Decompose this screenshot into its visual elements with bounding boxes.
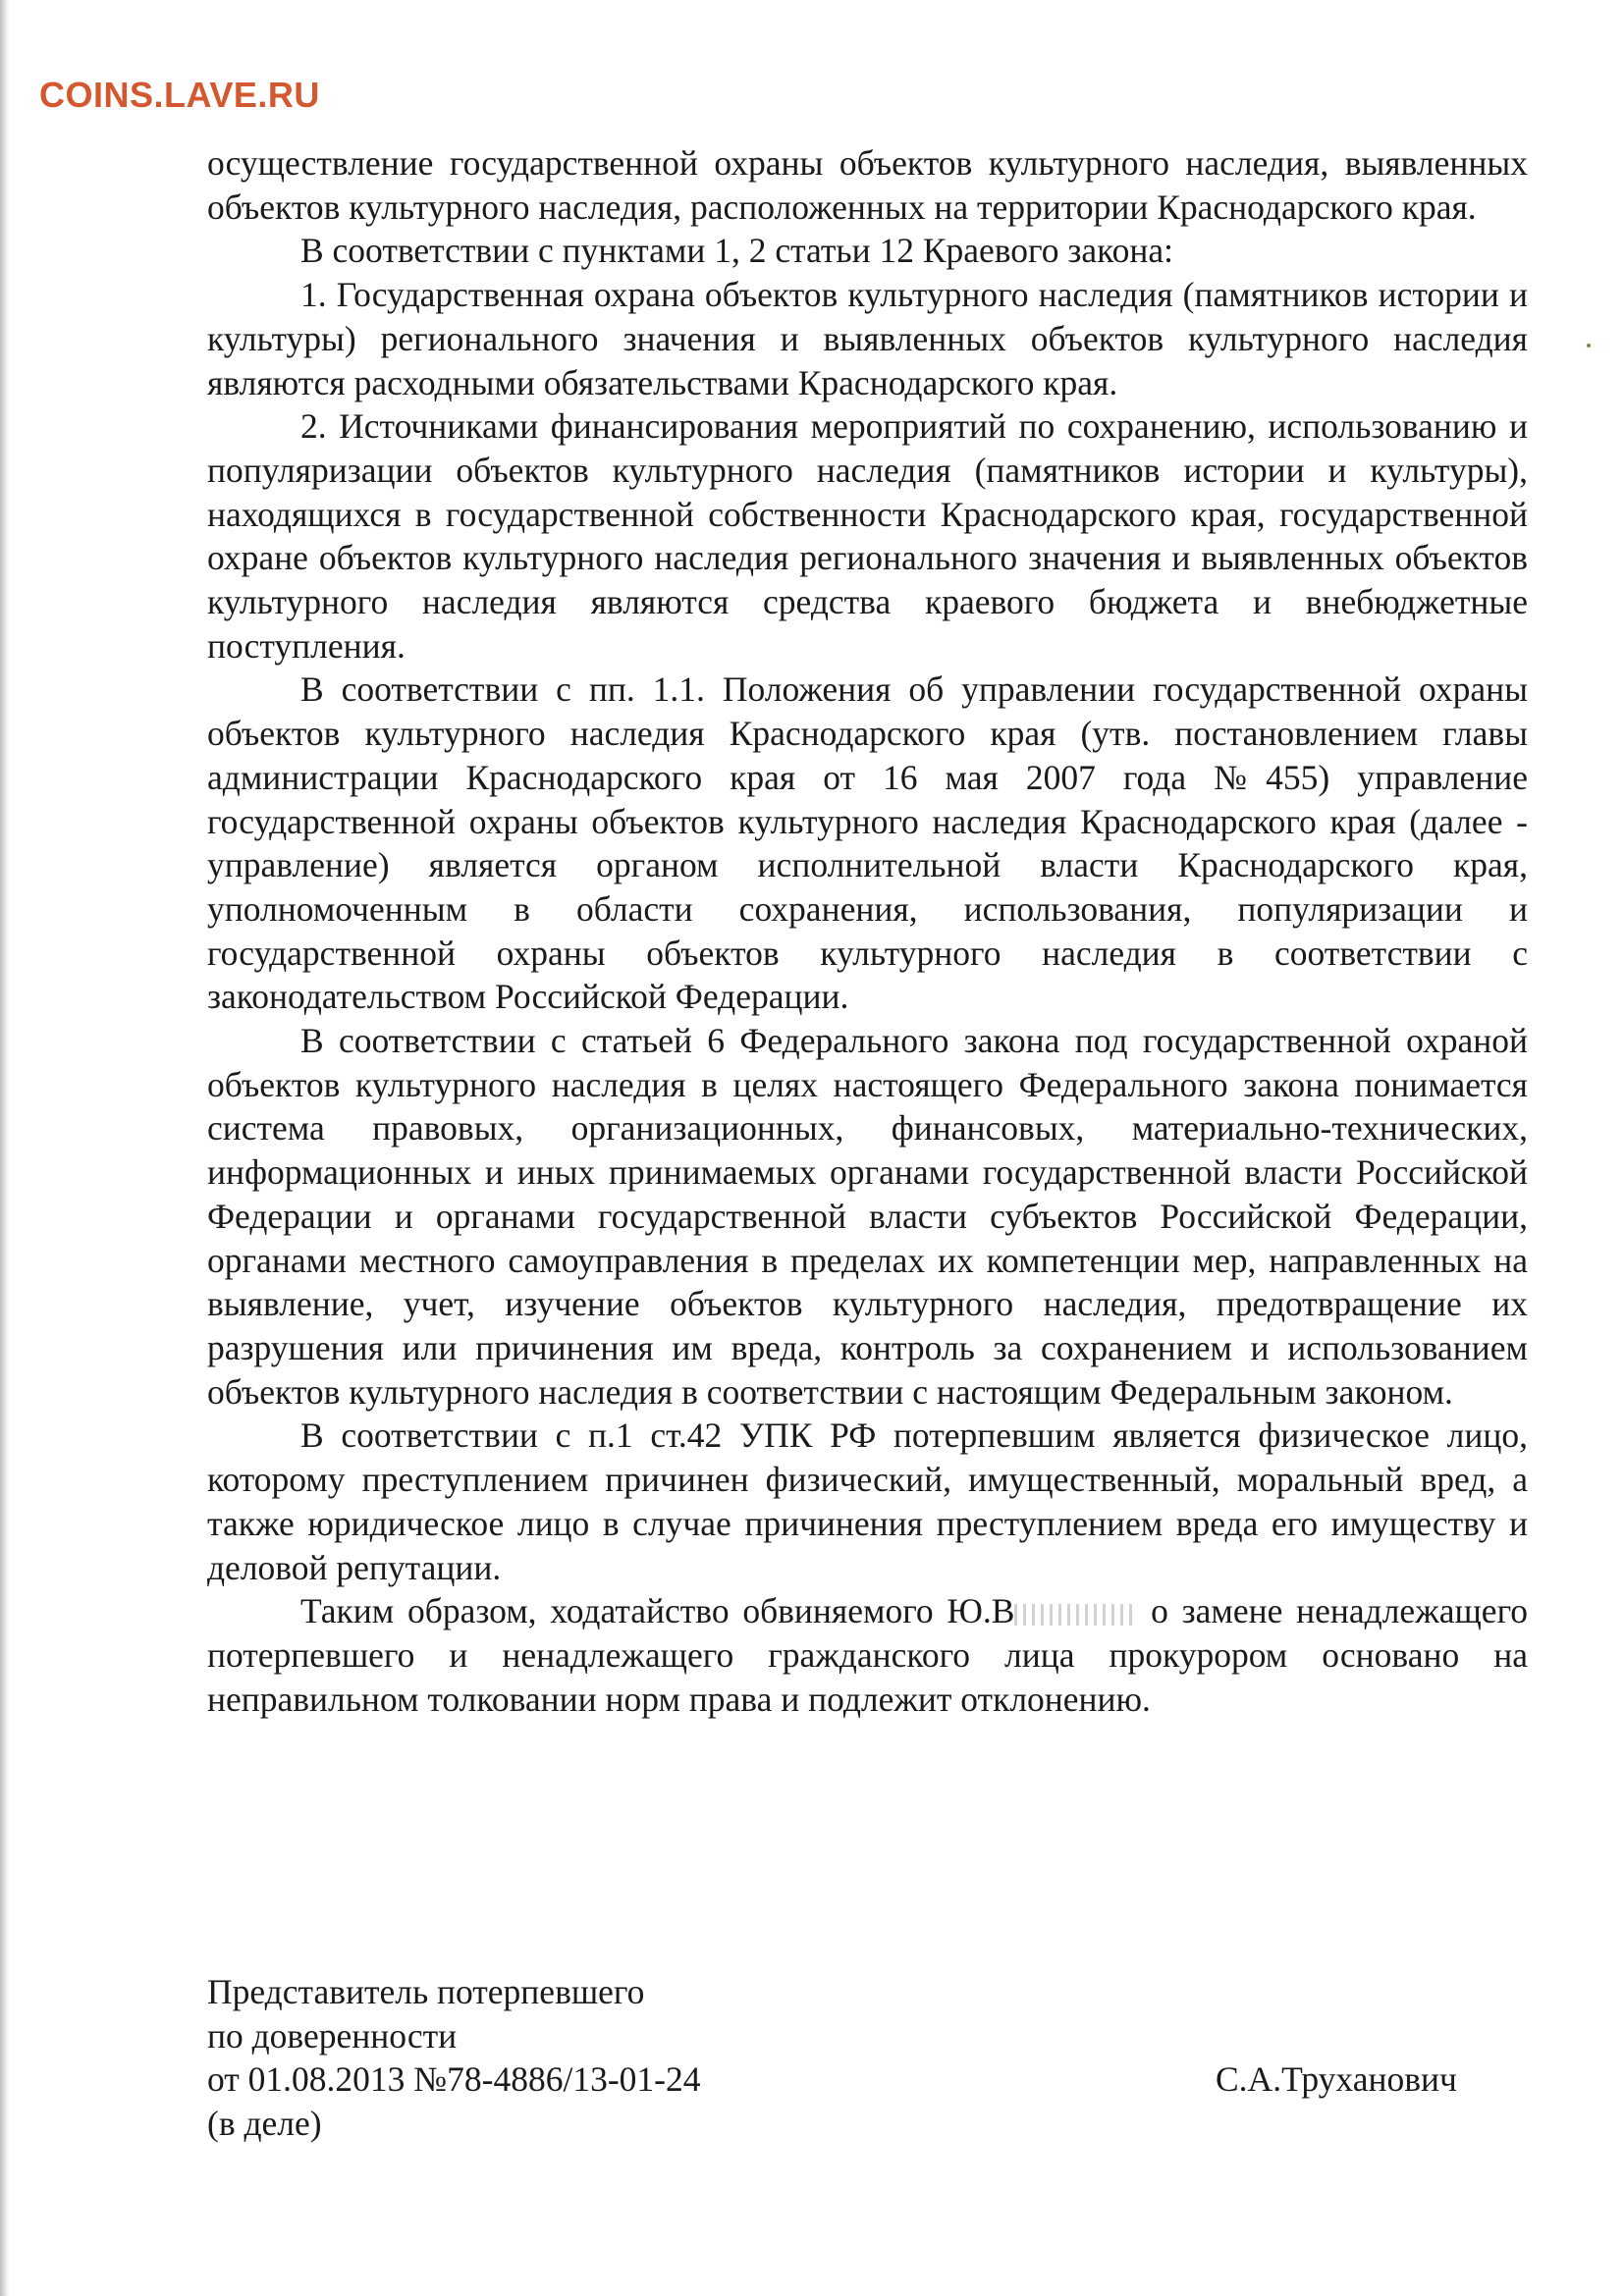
paragraph-regulation: В соответствии с пп. 1.1. Положения об управлении государственной охраны объектов культурного наследия Краснодарского края (утв. постановлением главы администрации Краснодарского края от 16 мая 2007 года №455) управление государственной охраны объектов культурного наследия Краснодарского края (далее - управление) является органом исполнительной власти Краснодарского края, уполномоченным в области сохранения, использования, популяризации и государственной охраны объектов культурного наследия в соответствии с законодательством Российской Федерации. [207,669,1528,1017]
paragraph-point-2: 2. Источниками финансирования мероприятий по сохранению, использованию и популяризации объектов культурного наследия (памятников истории и культуры), находящихся в государственной собственности Краснодарского края, государственной охране объектов культурного наследия регионального значения и выявленных объектов культурного наследия являются средства краевого бюджета и внебюджетные поступления. [207,406,1528,666]
conclusion-text-start: Таким образом, ходатайство обвиняемого Ю.В [300,1591,1015,1631]
signature-line: Представитель потерпевшего [207,1972,645,2011]
redacted-name [1014,1604,1137,1626]
signature-line: (в деле) [207,2104,322,2144]
paragraph-continuation: осуществление государственной охраны объектов культурного наследия, выявленных объектов культурного наследия, расположенных на территории Краснодарского края. [207,143,1528,227]
signature-line: по доверенности [207,2015,458,2056]
site-watermark: COINS.LAVE.RU [39,75,320,115]
paragraph-regional-law-intro: В соответствии с пунктами 1, 2 статьи 12 Краевого закона: [300,231,1173,271]
paragraph-federal-law: В соответствии с статьей 6 Федерального закона под государственной охраной объектов культурного наследия в целях настоящего Федерального закона понимается система правовых, организационных, финансовых, материально-технических, информационных и иных принимаемых органами государственной власти Российской Федерации и органами государственной власти субъектов Российской Федерации, органами местного самоуправления в пределах их компетенции мер, направленных на выявление, учет, изучение объектов культурного наследия, предотвращение их разрушения или причинения им вреда, контроль за сохранением и использованием объектов культурного наследия в соответствии с настоящим Федеральным законом. [207,1021,1528,1412]
document-body [207,141,1528,1721]
conclusion-text-end: о замене ненадлежащего потерпевшего и ненадлежащего гражданского лица прокурором основано на неправильном толковании норм права и подлежит отклонению. [207,1591,1528,1719]
signature-line: от 01.08.2013 №78-4886/13-01-24 [207,2059,701,2100]
paragraph-point-1: 1. Государственная охрана объектов культурного наследия (памятников истории и культуры) регионального значения и выявленных объектов культурного наследия являются расходными обязательствами Краснодарского края. [207,275,1528,402]
signer-name: С.А.Труханович [1216,2059,1457,2099]
signature-block [207,1970,701,2146]
paragraph-criminal-code: В соответствии с п.1 ст.42 УПК РФ потерпевшим является физическое лицо, которому преступлением причинен физический, имущественный, моральный вред, а также юридическое лицо в случае причинения преступлением вреда его имуществу и деловой репутации. [207,1415,1528,1587]
paragraph-conclusion [207,1589,1528,1721]
scan-speck [1587,344,1591,347]
scan-edge-shadow [0,0,10,2296]
